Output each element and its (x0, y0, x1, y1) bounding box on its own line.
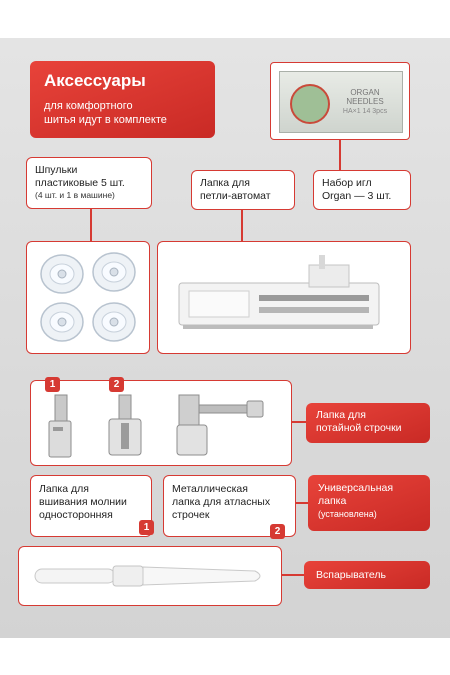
header-title: Аксессуары (44, 71, 146, 90)
satin-foot-badge: 2 (270, 524, 285, 539)
universal-foot-label-2: лапка (318, 495, 347, 507)
buttonhole-label-card (191, 170, 295, 210)
needles-label-1: Набор игл (322, 177, 372, 189)
satin-foot-label-3: строчек (172, 509, 210, 521)
presser-feet-card (30, 380, 292, 466)
bobbin-icon (91, 250, 137, 294)
satin-foot-label-1: Металлическая (172, 483, 248, 495)
zipper-foot-label-3: односторонняя (39, 509, 113, 521)
needles-pack (279, 71, 403, 133)
blind-stitch-label-2: потайной строчки (316, 422, 402, 434)
connector-buttonhole (241, 210, 243, 242)
seam-ripper-image-card (18, 546, 282, 606)
zipper-foot-label-2: вшивания молнии (39, 496, 127, 508)
bobbins-image-card (26, 241, 150, 354)
bobbins-label-card (26, 157, 152, 209)
seam-ripper-label (304, 561, 430, 589)
badge-1: 1 (45, 377, 60, 392)
bobbin-icon (39, 252, 85, 296)
zipper-foot-badge: 1 (139, 520, 154, 535)
universal-foot-note: (установлена) (318, 509, 377, 519)
needles-pack-image (270, 62, 410, 140)
bobbin-icon (39, 300, 85, 344)
bobbins-label-1: Шпульки (35, 164, 78, 176)
buttonhole-label-1: Лапка для (200, 177, 250, 189)
blind-stitch-label (306, 403, 430, 443)
zipper-foot-label-1: Лапка для (39, 483, 89, 495)
header-subtitle-2: шитья идут в комплекте (44, 114, 167, 126)
needles-pack-code: HA×1 14 3pcs (342, 108, 388, 115)
bobbins-label-2: пластиковые 5 шт. (35, 177, 125, 189)
satin-foot-icon (105, 393, 145, 463)
connector-bobbins (90, 208, 92, 242)
satin-foot-label-card (163, 475, 296, 537)
buttonhole-label-2: петли-автомат (200, 190, 271, 202)
buttonhole-foot-icon (159, 243, 409, 353)
header-subtitle-1: для комфортного (44, 100, 133, 112)
connector-blind (290, 421, 306, 423)
seam-ripper-label-text: Вспарыватель (316, 569, 387, 581)
blind-stitch-label-1: Лапка для (316, 409, 366, 421)
universal-foot-label (308, 475, 430, 531)
satin-foot-label-2: лапка для атласных (172, 496, 271, 508)
universal-foot-label-1: Универсальная (318, 482, 394, 494)
zipper-foot-icon (43, 393, 83, 463)
zipper-foot-label-card (30, 475, 152, 537)
blind-stitch-foot-icon (171, 391, 281, 461)
connector-needles (339, 140, 341, 170)
needles-holder-icon (290, 84, 330, 124)
connector-universal (296, 502, 308, 504)
connector-ripper (282, 574, 304, 576)
bobbin-icon (91, 300, 137, 344)
bobbins-note: (4 шт. и 1 в машине) (35, 190, 115, 200)
badge-2: 2 (109, 377, 124, 392)
needles-label-card (313, 170, 411, 210)
needles-pack-brand: ORGAN NEEDLES (346, 88, 384, 106)
seam-ripper-icon (25, 551, 275, 601)
needles-label-2: Organ — 3 шт. (322, 190, 392, 202)
buttonhole-foot-image-card (157, 241, 411, 354)
header-box (30, 61, 215, 138)
